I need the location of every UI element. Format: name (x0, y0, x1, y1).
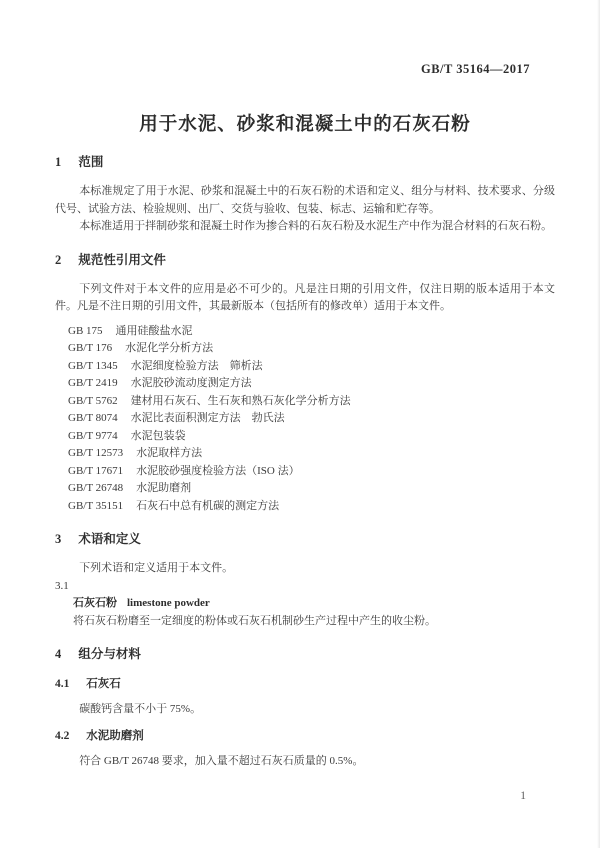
reference-code: GB 175 (68, 324, 103, 337)
document-title: 用于水泥、砂浆和混凝土中的石灰石粉 (139, 115, 471, 135)
term-definition: 将石灰石粉磨至一定细度的粉体或石灰石机制砂生产过程中产生的收尘粉。 (73, 614, 436, 627)
term-entry (55, 595, 555, 613)
subsection-title: 水泥助磨剂 (86, 729, 144, 742)
reference-code: GB/T 9774 (68, 429, 118, 442)
reference-title: 通用硅酸盐水泥 (115, 324, 193, 337)
reference-item (55, 393, 555, 411)
reference-item (55, 410, 555, 428)
reference-code: GB/T 26748 (68, 482, 124, 494)
reference-title: 水泥胶砂强度检验方法（ISO 法） (136, 464, 300, 477)
reference-item (55, 445, 555, 463)
section-title: 组分与材料 (78, 647, 141, 661)
page-number: 1 (520, 790, 526, 802)
reference-item (55, 375, 555, 393)
subsection-text: 碳酸钙含量不小于 75%。 (79, 703, 202, 715)
reference-title: 水泥细度检验方法 筛析法 (130, 359, 263, 372)
reference-item (55, 480, 555, 498)
reference-title: 建材用石灰石、生石灰和熟石灰化学分析方法 (130, 394, 351, 407)
reference-title: 水泥取样方法 (136, 447, 203, 459)
term-chinese: 石灰石粉 (73, 597, 117, 609)
reference-code: GB/T 17671 (68, 464, 124, 477)
reference-title: 水泥助磨剂 (136, 482, 192, 494)
subsection-heading-limestone (55, 676, 555, 692)
terms-intro: 下列术语和定义适用于本文件。 (79, 562, 234, 574)
reference-code: GB/T 2419 (68, 377, 118, 389)
reference-item (55, 428, 555, 446)
reference-title: 水泥化学分析方法 (125, 342, 214, 354)
reference-title: 石灰石中总有机碳的测定方法 (136, 499, 280, 512)
references-intro: 下列文件对于本文件的应用是必不可少的。凡是注日期的引用文件，仅注日期的版本适用于本文件。凡是不注日期的引用文件，其最新版本（包括所有的修改单）适用于本文件。 (55, 282, 555, 312)
section-heading-components (55, 646, 555, 662)
reference-title: 水泥胶砂流动度测定方法 (130, 377, 252, 389)
section-heading-scope (55, 154, 555, 170)
section-number: 2 (55, 252, 62, 267)
reference-title: 水泥包装袋 (130, 429, 186, 442)
reference-item (55, 323, 555, 341)
reference-title: 水泥比表面积测定方法 勃氏法 (130, 412, 285, 424)
reference-list (55, 323, 555, 516)
term-entry-number: 3.1 (55, 579, 69, 592)
section-title: 术语和定义 (78, 532, 141, 546)
reference-code: GB/T 5762 (68, 394, 118, 407)
subsection-number: 4.2 (55, 729, 70, 742)
section-title: 规范性引用文件 (78, 252, 166, 267)
section-number: 3 (55, 532, 62, 546)
subsection-heading-grinding-aid (55, 728, 555, 744)
reference-code: GB/T 1345 (68, 359, 118, 372)
subsection-title: 石灰石 (86, 678, 121, 690)
section-heading-normative-references (55, 252, 555, 268)
reference-item (55, 463, 555, 481)
reference-code: GB/T 12573 (68, 447, 124, 459)
reference-code: GB/T 8074 (68, 412, 118, 424)
reference-code: GB/T 35151 (68, 499, 124, 512)
reference-code: GB/T 176 (68, 342, 113, 354)
section-heading-terms (55, 531, 555, 547)
term-english: limestone powder (127, 597, 210, 609)
scope-paragraph-2: 本标准适用于拌制砂浆和混凝土时作为掺合料的石灰石粉及水泥生产中作为混合材料的石灰石粉。 (79, 220, 553, 232)
scope-paragraph-1: 本标准规定了用于水泥、砂浆和混凝土中的石灰石粉的术语和定义、组分与材料、技术要求、分级代号、试验方法、检验规则、出厂、交货与验收、包装、标志、运输和贮存等。 (55, 185, 555, 215)
standard-number: GB/T 35164—2017 (420, 62, 530, 76)
reference-item (55, 498, 555, 516)
section-number: 1 (55, 155, 62, 169)
reference-item (55, 358, 555, 376)
section-title: 范围 (78, 155, 104, 169)
reference-item (55, 340, 555, 358)
subsection-number: 4.1 (55, 678, 70, 690)
section-number: 4 (55, 647, 62, 661)
subsection-text: 符合 GB/T 26748 要求，加入量不超过石灰石质量的 0.5%。 (79, 754, 364, 767)
